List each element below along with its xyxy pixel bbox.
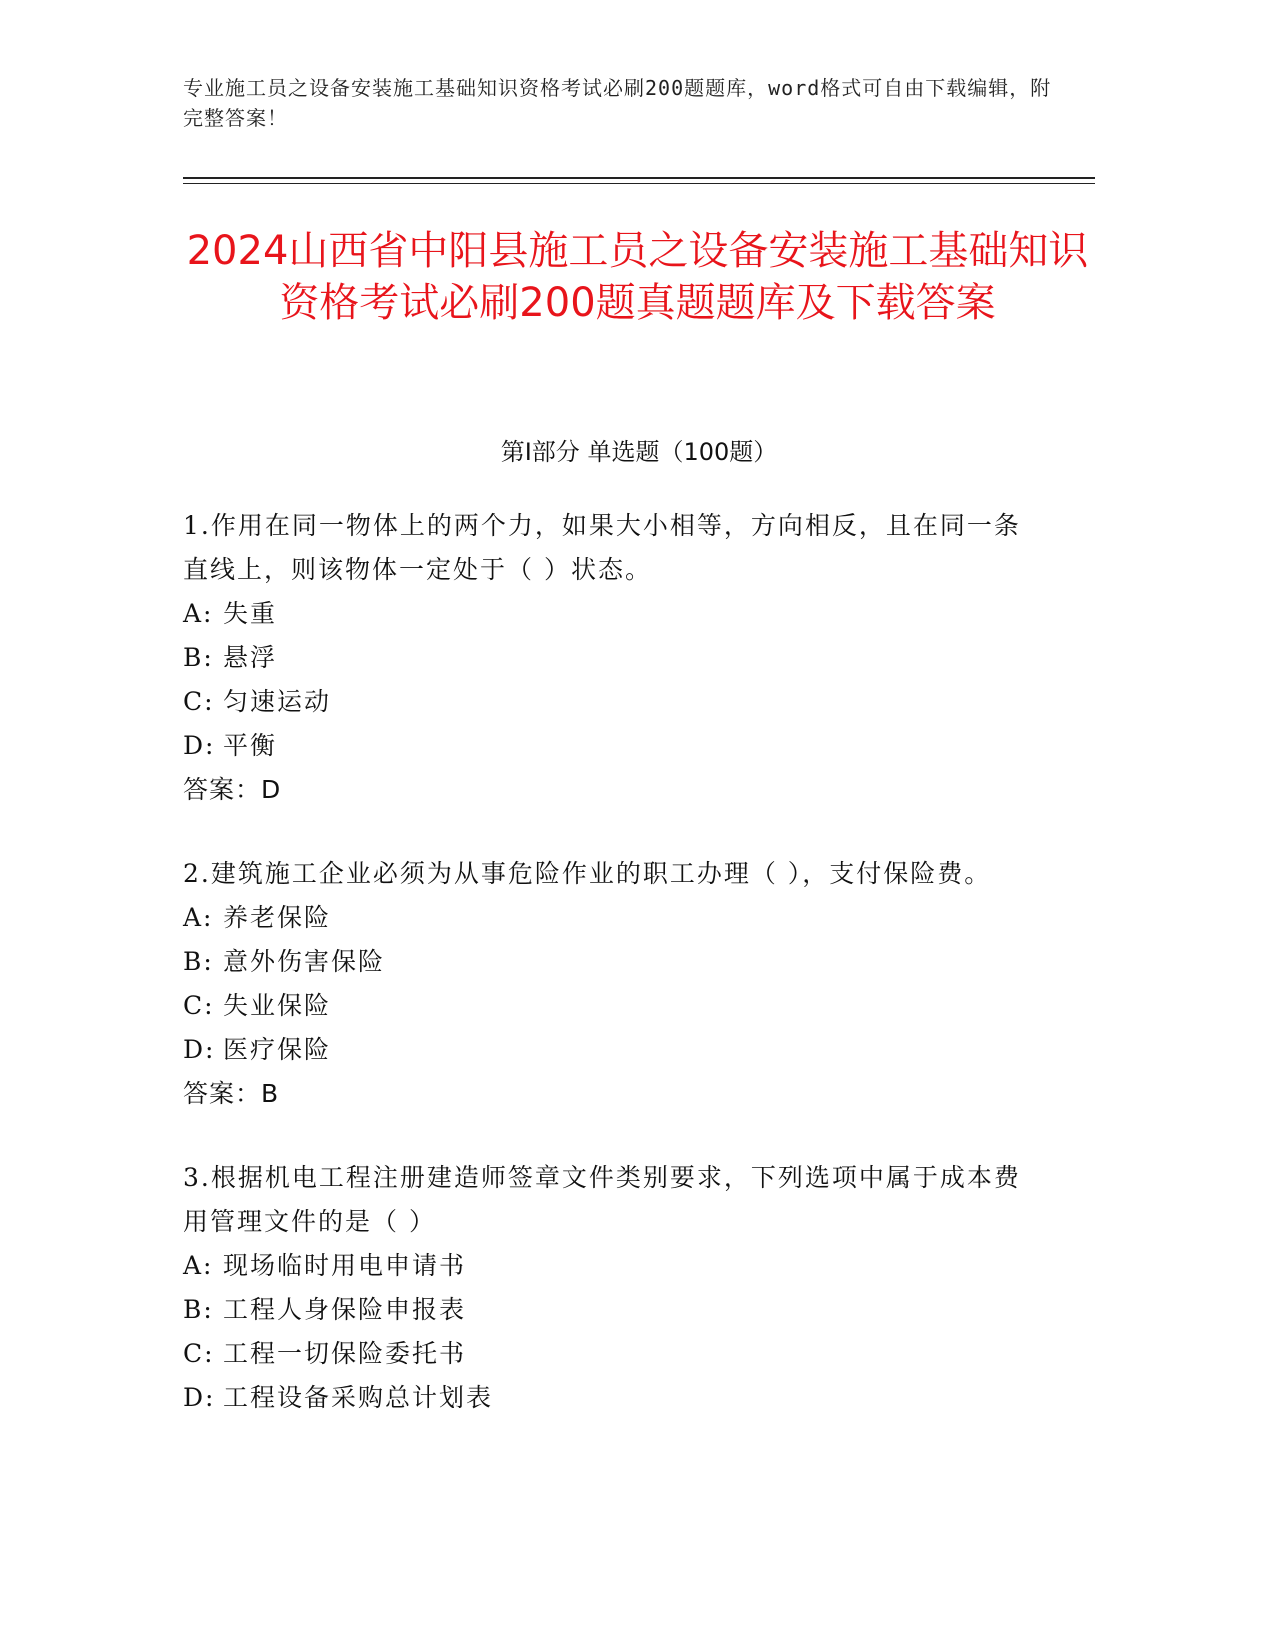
option-d xyxy=(183,1376,1043,1420)
option-text: 现场临时用电申请书 xyxy=(223,1251,467,1280)
option-b xyxy=(183,636,1043,680)
option-a xyxy=(183,592,1043,636)
option-text: 工程一切保险委托书 xyxy=(223,1339,467,1368)
option-letter: B: xyxy=(183,947,214,976)
option-letter: D: xyxy=(183,1035,216,1064)
option-letter: B: xyxy=(183,643,214,672)
answer-line: 答案：B xyxy=(183,1079,280,1108)
option-letter: C: xyxy=(183,1339,215,1368)
option-c xyxy=(183,1332,1043,1376)
header-divider-thin xyxy=(183,183,1095,184)
option-text: 失重 xyxy=(223,599,278,628)
section-title: 第I部分 单选题（100题） xyxy=(500,438,778,466)
option-text: 平衡 xyxy=(223,731,278,760)
option-text: 工程人身保险申报表 xyxy=(223,1295,467,1324)
option-b xyxy=(183,940,1043,984)
option-text: 医疗保险 xyxy=(223,1035,332,1064)
option-text: 意外伤害保险 xyxy=(223,947,386,976)
option-text: 养老保险 xyxy=(223,903,332,932)
option-a xyxy=(183,1244,1043,1288)
option-text: 工程设备采购总计划表 xyxy=(223,1383,494,1412)
header-divider-thick xyxy=(183,177,1095,179)
question-stem: 1.作用在同一物体上的两个力，如果大小相等，方向相反，且在同一条直线上，则该物体一定处于（ ）状态。 xyxy=(183,511,1021,584)
question-1 xyxy=(183,504,1043,812)
option-letter: C: xyxy=(183,991,215,1020)
option-d xyxy=(183,1028,1043,1072)
option-c xyxy=(183,984,1043,1028)
option-letter: A: xyxy=(183,903,214,932)
option-letter: D: xyxy=(183,731,216,760)
option-text: 失业保险 xyxy=(223,991,332,1020)
question-stem: 3.根据机电工程注册建造师签章文件类别要求，下列选项中属于成本费用管理文件的是（ ） xyxy=(183,1163,1021,1236)
option-b xyxy=(183,1288,1043,1332)
question-3 xyxy=(183,1156,1043,1420)
option-d xyxy=(183,724,1043,768)
option-letter: D: xyxy=(183,1383,216,1412)
option-letter: B: xyxy=(183,1295,214,1324)
option-text: 悬浮 xyxy=(223,643,278,672)
option-a xyxy=(183,896,1043,940)
option-letter: A: xyxy=(183,599,214,628)
header-note: 专业施工员之设备安装施工基础知识资格考试必刷200题题库，word格式可自由下载编辑，附完整答案！ xyxy=(183,76,1052,130)
option-text: 匀速运动 xyxy=(223,687,332,716)
option-letter: C: xyxy=(183,687,215,716)
question-2 xyxy=(183,852,1043,1116)
option-letter: A: xyxy=(183,1251,214,1280)
option-c xyxy=(183,680,1043,724)
answer-line: 答案：D xyxy=(183,775,282,804)
question-stem: 2.建筑施工企业必须为从事危险作业的职工办理（ ），支付保险费。 xyxy=(183,859,992,888)
document-title: 2024山西省中阳县施工员之设备安装施工基础知识资格考试必刷200题真题题库及下载答案 xyxy=(186,228,1089,326)
